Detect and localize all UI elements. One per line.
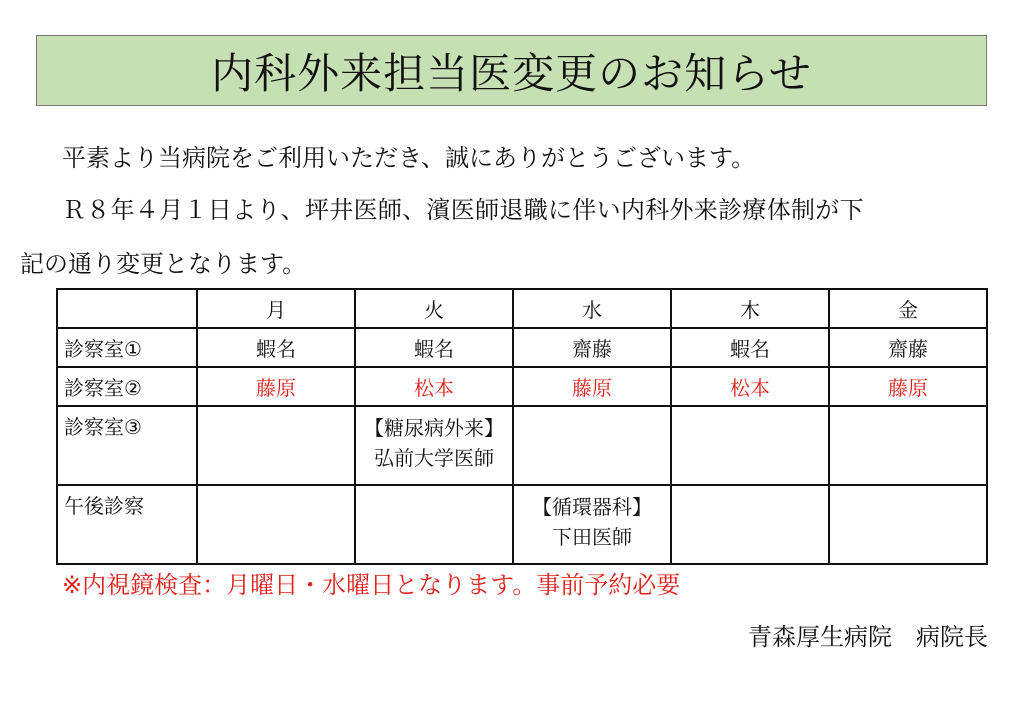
announcement-paragraph-line1: Ｒ８年４月１日より、坪井医師、濱医師退職に伴い内科外来診療体制が下: [62, 196, 864, 224]
afternoon-wednesday-dept: 【循環器科】: [532, 495, 652, 519]
afternoon-tuesday: [355, 485, 513, 564]
room3-tuesday-doctor: 弘前大学医師: [374, 446, 494, 470]
room1-thursday: 蝦名: [671, 328, 829, 367]
room3-thursday: [671, 406, 829, 485]
header-corner-cell: [57, 289, 197, 328]
room3-wednesday: [513, 406, 671, 485]
room2-thursday: 松本: [671, 367, 829, 406]
room3-tuesday-dept: 【糖尿病外来】: [364, 416, 504, 440]
endoscopy-notice: ※内視鏡検査：月曜日・水曜日となります。事前予約必要: [62, 571, 681, 599]
room1-wednesday: 齋藤: [513, 328, 671, 367]
room3-monday: [197, 406, 355, 485]
room3-friday: [829, 406, 987, 485]
greeting-paragraph: 平素より当病院をご利用いただき、誠にありがとうございます。: [62, 144, 756, 172]
room2-wednesday: 藤原: [513, 367, 671, 406]
room3-tuesday: [355, 406, 513, 485]
title-banner: [36, 35, 987, 106]
table-row: [57, 406, 987, 485]
room1-friday: 齋藤: [829, 328, 987, 367]
schedule-table: [56, 288, 988, 565]
afternoon-thursday: [671, 485, 829, 564]
header-monday: 月: [197, 289, 355, 328]
header-wednesday: 水: [513, 289, 671, 328]
table-row: [57, 367, 987, 406]
afternoon-monday: [197, 485, 355, 564]
row-label-room2: 診察室②: [57, 367, 197, 406]
page-title: 内科外来担当医変更のお知らせ: [211, 48, 812, 98]
room2-monday: 藤原: [197, 367, 355, 406]
header-tuesday: 火: [355, 289, 513, 328]
row-label-room1: 診察室①: [57, 328, 197, 367]
afternoon-wednesday-doctor: 下田医師: [552, 525, 632, 549]
table-row: [57, 485, 987, 564]
row-label-afternoon: 午後診察: [57, 485, 197, 564]
table-header-row: [57, 289, 987, 328]
afternoon-friday: [829, 485, 987, 564]
room2-friday: 藤原: [829, 367, 987, 406]
afternoon-wednesday: [513, 485, 671, 564]
table-row: [57, 328, 987, 367]
room1-monday: 蝦名: [197, 328, 355, 367]
room1-tuesday: 蝦名: [355, 328, 513, 367]
header-thursday: 木: [671, 289, 829, 328]
row-label-room3: 診察室③: [57, 406, 197, 485]
signature: 青森厚生病院 病院長: [748, 623, 988, 651]
header-friday: 金: [829, 289, 987, 328]
announcement-paragraph-line2: 記の通り変更となります。: [20, 250, 307, 278]
room2-tuesday: 松本: [355, 367, 513, 406]
